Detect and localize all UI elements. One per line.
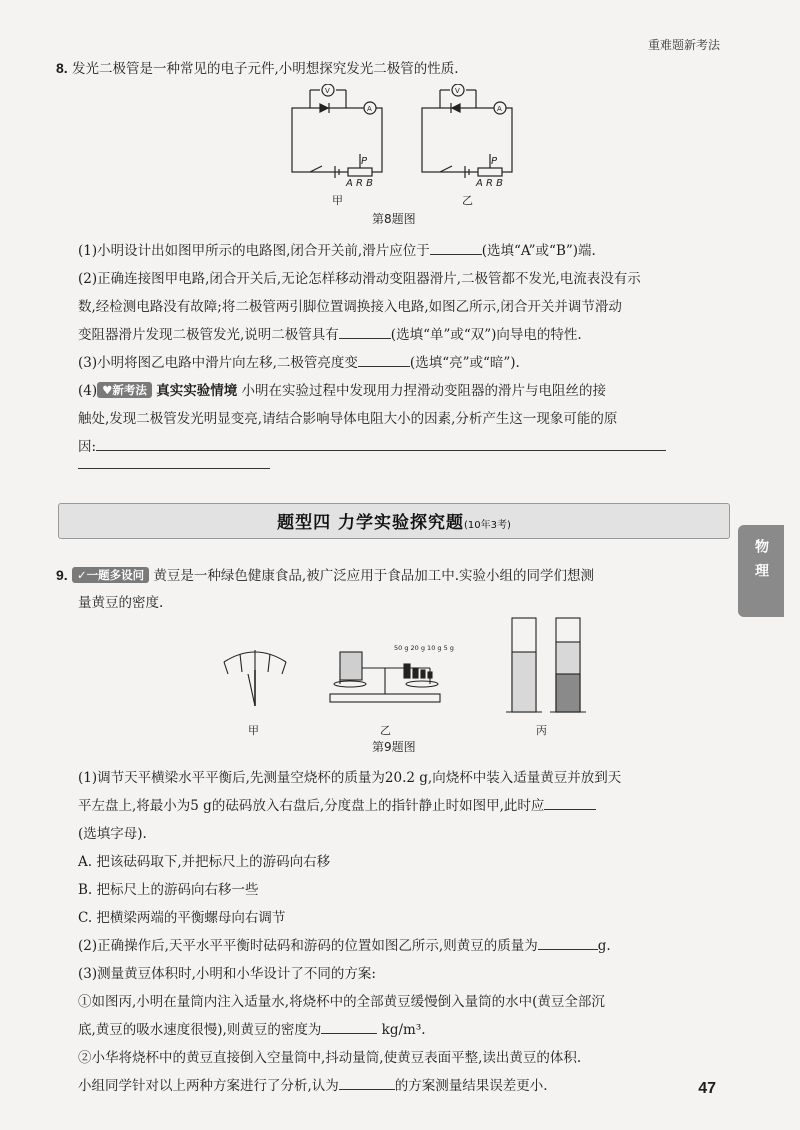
fig9-label-b: 乙 bbox=[380, 724, 391, 737]
q8-part2-line3 bbox=[78, 321, 582, 349]
q8-part4-number: (4) bbox=[78, 383, 98, 399]
q8-part4-title: 真实实验情境 bbox=[156, 383, 238, 399]
q8-part4-line2: 触处,发现二极管发光明显变亮,请结合影响导体电阻大小的因素,分析产生这一现象可能的原 bbox=[78, 411, 618, 427]
q9-part2 bbox=[78, 932, 611, 960]
q9-option-b[interactable]: B. 把标尺上的游码向右移一些 bbox=[78, 882, 259, 898]
fig8-label-a: 甲 bbox=[332, 194, 343, 207]
q8-part1-hint: (选填“A”或“B”)端. bbox=[481, 243, 596, 259]
ammeter-a-label: A bbox=[367, 105, 372, 113]
q9-conclusion-text: 小组同学针对以上两种方案进行了分析,认为 bbox=[78, 1078, 339, 1094]
section-banner bbox=[58, 503, 730, 539]
q9-stem-line1 bbox=[56, 561, 594, 590]
q8-part4-line3 bbox=[78, 433, 666, 461]
q8-part2-blank[interactable] bbox=[339, 324, 391, 339]
q9-plan1-blank[interactable] bbox=[321, 1019, 377, 1034]
rheostat-b-label: A R B bbox=[476, 178, 504, 189]
q9-conclusion-tail: 的方案测量结果误差更小. bbox=[394, 1078, 548, 1094]
voltmeter-b-label: V bbox=[455, 87, 460, 95]
q9-plan1-line2 bbox=[78, 1016, 426, 1044]
subject-side-tab bbox=[738, 525, 784, 617]
q9-part1-blank[interactable] bbox=[544, 795, 596, 810]
q8-part4-text: 小明在实验过程中发现用力捏滑动变阻器的滑片与电阻丝的接 bbox=[241, 383, 607, 399]
q8-number: 8. bbox=[56, 60, 68, 76]
q8-part2-text: 变阻器滑片发现二极管发光,说明二极管具有 bbox=[78, 327, 339, 343]
q9-plan1-text: 底,黄豆的吸水速度很慢),则黄豆的密度为 bbox=[78, 1022, 322, 1038]
fig8-label-b: 乙 bbox=[462, 194, 473, 207]
section-title bbox=[59, 508, 729, 533]
weight-10g-icon bbox=[421, 670, 425, 678]
q8-part3 bbox=[78, 349, 520, 377]
q8-stem: 发光二极管是一种常见的电子元件,小明想探究发光二极管的性质. bbox=[71, 61, 459, 77]
q8-part1-blank[interactable] bbox=[430, 240, 482, 255]
section-subtitle: (10年3考) bbox=[464, 520, 511, 531]
q8-part4-blank-1[interactable] bbox=[96, 436, 666, 451]
weight-50g-icon bbox=[404, 664, 410, 678]
q9-part1-line3: (选填字母). bbox=[78, 826, 147, 842]
q8-part1-text: (1)小明设计出如图甲所示的电路图,闭合开关前,滑片应位于 bbox=[78, 243, 430, 259]
slider-b-label: P bbox=[491, 156, 498, 167]
q8-part4-blank-2[interactable] bbox=[78, 468, 270, 469]
q8-part4-line1 bbox=[78, 377, 606, 405]
q9-stem-line2: 量黄豆的密度. bbox=[78, 595, 164, 611]
beaker-icon bbox=[340, 652, 362, 680]
rheostat-a-label: A R B bbox=[346, 178, 374, 189]
q9-conclusion-blank[interactable] bbox=[339, 1075, 395, 1090]
q8-figure bbox=[280, 84, 530, 224]
balance-dial-icon bbox=[224, 650, 286, 706]
weights-label: 50 g 20 g 10 g 5 g bbox=[394, 644, 454, 652]
fig9-caption: 第9题图 bbox=[372, 740, 416, 754]
q9-part1-line2 bbox=[78, 792, 596, 820]
q8-part2-line2: 数,经检测电路没有故障;将二极管两引脚位置调换接入电路,如图乙所示,闭合开关并调节滑动 bbox=[78, 299, 622, 315]
q9-part2-blank[interactable] bbox=[538, 935, 598, 950]
q8-part4-reason-label: 因: bbox=[78, 439, 97, 455]
section-title-text: 题型四 力学实验探究题 bbox=[277, 513, 465, 533]
fig8-caption: 第8题图 bbox=[372, 212, 416, 226]
q9-stem: 黄豆是一种绿色健康食品,被广泛应用于食品加工中.实验小组的同学们想测 bbox=[153, 568, 595, 584]
rheostat-a-icon bbox=[348, 168, 372, 176]
page-header: 重难题新考法 bbox=[647, 38, 720, 52]
q8-part2-hint: (选填“单”或“双”)向导电的特性. bbox=[390, 327, 582, 343]
q8-part3-text: (3)小明将图乙电路中滑片向左移,二极管亮度变 bbox=[78, 355, 358, 371]
q8-part3-blank[interactable] bbox=[358, 352, 410, 367]
q9-part1-text: 平左盘上,将最小为5 g的砝码放入右盘后,分度盘上的指针静止时如图甲,此时应 bbox=[78, 798, 545, 814]
q9-number: 9. bbox=[56, 567, 68, 583]
weight-20g-icon bbox=[413, 668, 418, 678]
switch-b-icon bbox=[440, 166, 452, 172]
ammeter-b-label: A bbox=[497, 105, 502, 113]
q9-plan2: ②小华将烧杯中的黄豆直接倒入空量筒中,抖动量筒,使黄豆表面平整,读出黄豆的体积. bbox=[78, 1050, 582, 1066]
q9-option-a[interactable]: A. 把该砝码取下,并把标尺上的游码向右移 bbox=[78, 854, 331, 870]
circuit-a-wire bbox=[292, 108, 382, 172]
q9-part3: (3)测量黄豆体积时,小明和小华设计了不同的方案: bbox=[78, 966, 376, 982]
voltmeter-a-label: V bbox=[325, 87, 330, 95]
multi-question-tag: ✓一题多设问 bbox=[72, 567, 149, 583]
diode-b-icon bbox=[452, 104, 460, 112]
diode-a-icon bbox=[320, 104, 328, 112]
q9-part1-line1: (1)调节天平横梁水平平衡后,先测量空烧杯的质量为20.2 g,向烧杯中装入适量黄豆并放到天 bbox=[78, 770, 622, 786]
q9-option-c[interactable]: C. 把横梁两端的平衡螺母向右调节 bbox=[78, 910, 286, 926]
q9-plan1-unit: kg/m³. bbox=[381, 1022, 426, 1038]
q8-part3-hint: (选填“亮”或“暗”). bbox=[409, 355, 520, 371]
rheostat-b-icon bbox=[478, 168, 502, 176]
fig9-label-c: 丙 bbox=[536, 724, 547, 737]
q9-part2-unit: g. bbox=[597, 938, 611, 954]
q9-plan1-line1: ①如图丙,小明在量筒内注入适量水,将烧杯中的全部黄豆缓慢倒入量筒的水中(黄豆全部沉 bbox=[78, 994, 605, 1010]
switch-a-icon bbox=[310, 166, 322, 172]
q9-part2-text: (2)正确操作后,天平水平平衡时砝码和游码的位置如图乙所示,则黄豆的质量为 bbox=[78, 938, 538, 954]
q8-stem-line bbox=[56, 54, 459, 83]
q9-figure bbox=[210, 612, 600, 742]
q8-part2-line1: (2)正确连接图甲电路,闭合开关后,无论怎样移动滑动变阻器滑片,二极管都不发光,电流表没有示 bbox=[78, 271, 641, 287]
page-number: 47 bbox=[698, 1080, 716, 1097]
circuit-b-wire bbox=[422, 108, 512, 172]
slider-a-label: P bbox=[361, 156, 368, 167]
balance-scale-icon bbox=[330, 652, 440, 702]
subject-side-tab-label: 物理 bbox=[753, 539, 769, 587]
q9-conclusion bbox=[78, 1072, 548, 1100]
graduated-cylinder-icon bbox=[506, 618, 586, 712]
weight-5g-icon bbox=[428, 672, 432, 678]
new-method-tag: ♥新考法 bbox=[97, 382, 152, 398]
q8-part1 bbox=[78, 237, 596, 265]
fig9-label-a: 甲 bbox=[248, 724, 259, 737]
